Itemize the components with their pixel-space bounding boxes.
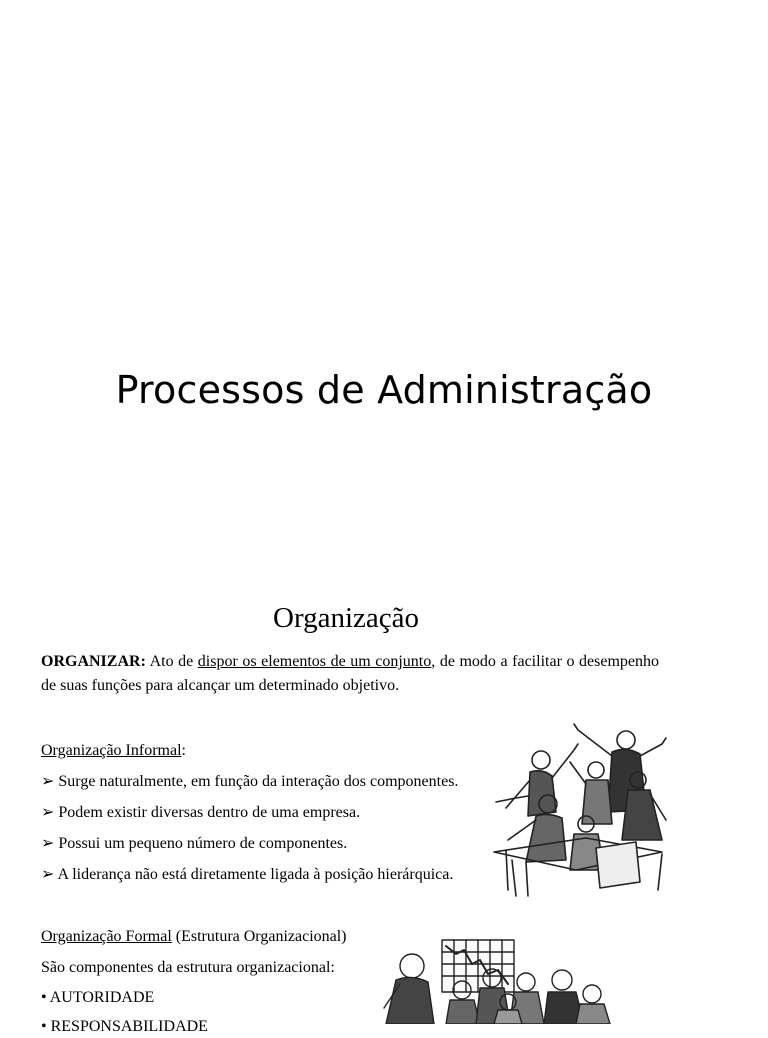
definition-text-after: , de modo a facilitar o desempenho de suas funções para alcançar um determinado objetivo.	[41, 653, 659, 694]
informal-heading-label: Organização Informal	[41, 742, 182, 759]
list-item: • AUTORIDADE	[41, 989, 155, 1006]
celebrating-team-sketch-icon	[486, 720, 670, 898]
section-title: Organização	[273, 602, 419, 634]
formal-heading	[41, 926, 347, 948]
list-item	[41, 833, 347, 855]
list-item: • RESPONSABILIDADE	[41, 1018, 208, 1035]
formal-intro: São componentes da estrutura organizacional:	[41, 959, 335, 976]
arrow-bullet-icon: ➢	[41, 804, 55, 821]
list-item-text: Possui um pequeno número de componentes.	[58, 835, 348, 852]
list-item	[41, 864, 453, 886]
definition-paragraph	[41, 650, 659, 698]
informal-heading	[41, 740, 186, 762]
list-item-text: Surge naturalmente, em função da interação dos componentes.	[58, 773, 459, 790]
definition-underlined-phrase: dispor os elementos de um conjunto	[197, 653, 432, 670]
list-item	[41, 771, 458, 793]
list-item	[41, 802, 360, 824]
informal-heading-suffix: :	[181, 742, 186, 759]
arrow-bullet-icon: ➢	[41, 835, 55, 852]
arrow-bullet-icon: ➢	[41, 866, 55, 883]
definition-text-before: Ato de	[145, 653, 198, 670]
definition-term: ORGANIZAR:	[41, 653, 146, 670]
slide-title: Processos de Administração	[115, 368, 653, 412]
arrow-bullet-icon: ➢	[41, 773, 55, 790]
formal-heading-label: Organização Formal	[41, 928, 172, 945]
list-item-text: Podem existir diversas dentro de uma empresa.	[58, 804, 361, 821]
formal-heading-suffix: (Estrutura Organizacional)	[171, 928, 347, 945]
list-item-text: A liderança não está diretamente ligada à posição hierárquica.	[57, 866, 454, 883]
business-meeting-chart-sketch-icon	[376, 938, 616, 1024]
